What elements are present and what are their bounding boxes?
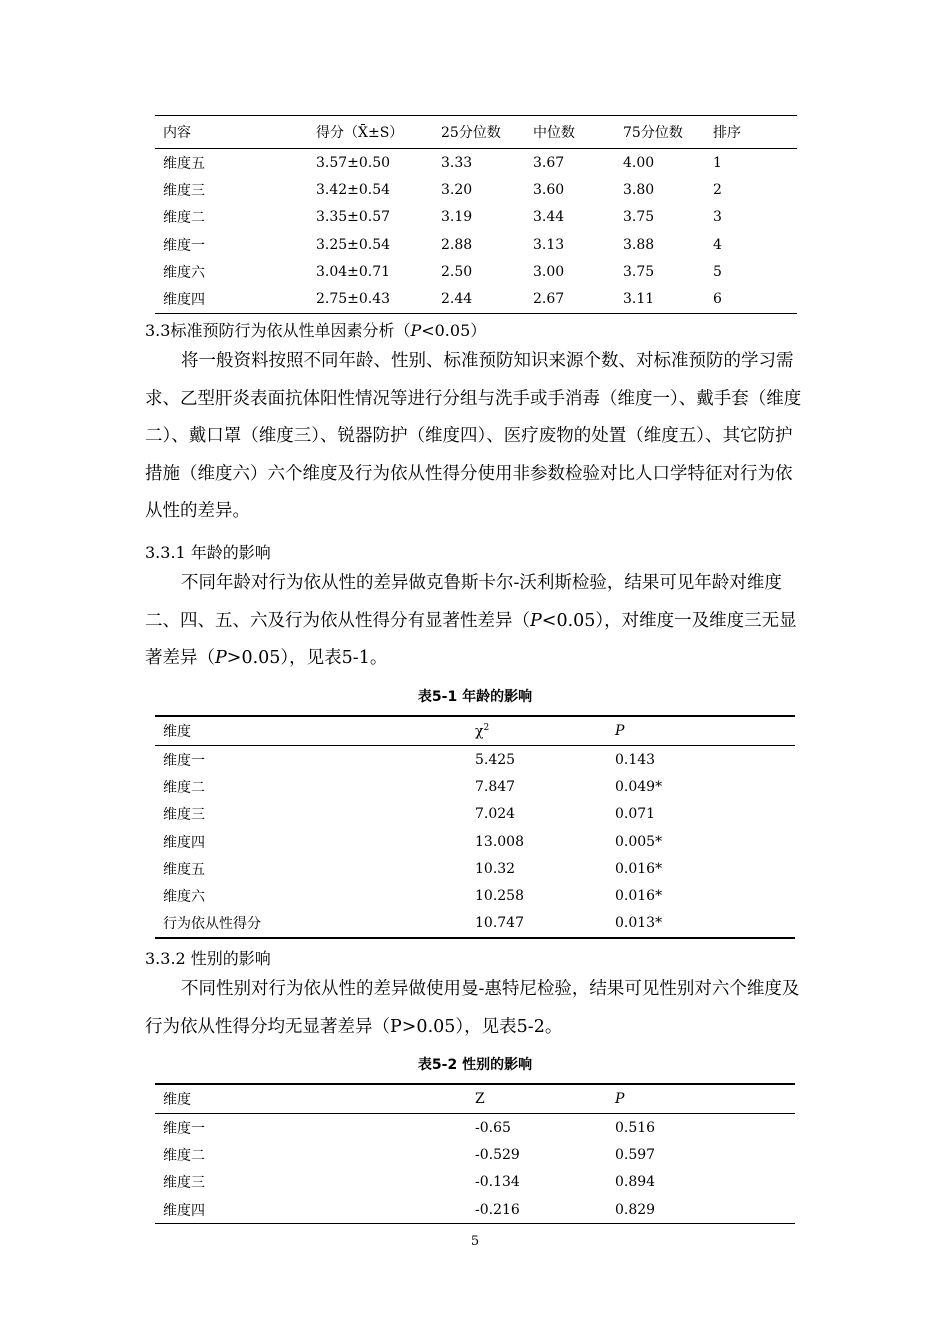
table-cell: -0.529 xyxy=(475,1146,520,1163)
table-row xyxy=(155,746,795,774)
table-cell: 维度四 xyxy=(163,1202,205,1219)
table-cell: 4.00 xyxy=(623,154,655,171)
header-content: 内容 xyxy=(155,116,308,149)
table-cell: 维度一 xyxy=(163,752,205,769)
header-p: P xyxy=(607,716,795,746)
table-cell: 0.143 xyxy=(615,751,656,768)
table-row xyxy=(155,1141,795,1168)
header-p25: 25分位数 xyxy=(433,116,525,149)
table-cell: 0.049* xyxy=(615,778,663,795)
header-dimension: 维度 xyxy=(155,716,467,746)
table-cell: 3.57±0.50 xyxy=(316,154,391,171)
table-cell: 10.32 xyxy=(475,860,516,877)
table-cell: 5.425 xyxy=(475,751,516,768)
table-cell: 维度二 xyxy=(163,779,205,796)
table-cell: 0.071 xyxy=(615,806,656,823)
table-cell: 2.75±0.43 xyxy=(316,291,391,308)
table-cell: 3.75 xyxy=(623,209,655,226)
dimension-score-table xyxy=(155,115,797,314)
table-cell: 0.005* xyxy=(615,833,663,850)
table-header-row xyxy=(155,1084,795,1114)
table-cell: 0.894 xyxy=(615,1174,656,1191)
table-row xyxy=(155,828,795,855)
table-cell: 1 xyxy=(713,154,722,171)
p-symbol: P xyxy=(530,610,542,631)
table-cell: 6 xyxy=(713,291,722,308)
table-cell: 4 xyxy=(713,236,722,253)
paragraph-text: <0.05），对维度一及维度三无显著差异（ xyxy=(145,610,797,668)
header-z: Z xyxy=(467,1084,607,1114)
table-row xyxy=(155,1114,795,1142)
table-cell: 13.008 xyxy=(475,833,524,850)
header-dimension: 维度 xyxy=(155,1084,467,1114)
table-row xyxy=(155,855,795,882)
table-cell: 维度一 xyxy=(163,1120,205,1137)
table-cell: 维度三 xyxy=(163,182,205,199)
table-cell: 3.42±0.54 xyxy=(316,181,391,198)
table-cell: 2.50 xyxy=(441,263,473,280)
header-score: 得分（X̄±S） xyxy=(308,116,433,149)
heading-text: <0.05） xyxy=(421,321,487,340)
section-3-3-paragraph xyxy=(145,343,805,531)
table-cell: 3.44 xyxy=(533,209,565,226)
table-cell: 3.20 xyxy=(441,181,473,198)
table-row xyxy=(155,176,797,203)
table-cell: 3.60 xyxy=(533,181,565,198)
table-cell: 2.44 xyxy=(441,291,473,308)
table-cell: -0.65 xyxy=(475,1119,511,1136)
section-3-3-2-paragraph xyxy=(145,971,805,1046)
header-p75: 75分位数 xyxy=(615,116,705,149)
table-row xyxy=(155,1169,795,1196)
table-row xyxy=(155,910,795,938)
table-cell: 维度六 xyxy=(163,889,205,906)
section-heading-3-3-1: 3.3.1 年龄的影响 xyxy=(145,543,271,562)
gender-influence-table xyxy=(155,1083,795,1224)
table-cell: 3.13 xyxy=(533,236,565,253)
header-rank: 排序 xyxy=(705,116,797,149)
table-cell: 2.67 xyxy=(533,291,565,308)
table-cell: 3.80 xyxy=(623,181,655,198)
age-influence-table xyxy=(155,715,795,939)
table-cell: 维度六 xyxy=(163,264,205,281)
paragraph-text: 将一般资料按照不同年龄、性别、标准预防知识来源个数、对标准预防的学习需求、乙型肝炎表面抗体阳性情况等进行分组与洗手或手消毒（维度一）、戴手套（维度二）、戴口罩（维度三）、锐器防护（维度四）、医疗废物的处置（维度五）、其它防护措施（维度六）六个维度及行为依从性得分使用非参数检验对比人口学特征对行为依从性的差异。 xyxy=(145,351,802,521)
table-row xyxy=(155,231,797,258)
table-cell: 维度三 xyxy=(163,1175,205,1192)
table-row xyxy=(155,1196,795,1224)
table-cell: 0.016* xyxy=(615,888,663,905)
table-cell: 3.67 xyxy=(533,154,565,171)
paragraph-text: >0.05），见表5-1。 xyxy=(226,648,388,668)
table-cell: 3.75 xyxy=(623,263,655,280)
table-row xyxy=(155,882,795,909)
table-row xyxy=(155,801,795,828)
table-row xyxy=(155,773,795,800)
table-cell: 维度四 xyxy=(163,292,205,309)
paragraph-text: 不同性别对行为依从性的差异做使用曼-惠特尼检验，结果可见性别对六个维度及行为依从性得分均无显著差异（P>0.05），见表5-2。 xyxy=(145,979,800,1037)
table-cell: 0.013* xyxy=(615,915,663,932)
table-header-row xyxy=(155,116,797,149)
table-cell: 行为依从性得分 xyxy=(163,916,261,933)
table-cell: 0.016* xyxy=(615,860,663,877)
section-heading-3-3 xyxy=(145,318,486,341)
table-cell: 3.35±0.57 xyxy=(316,209,391,226)
table-row xyxy=(155,285,797,313)
table-row xyxy=(155,149,797,177)
table-cell: 2.88 xyxy=(441,236,473,253)
table-cell: 10.747 xyxy=(475,915,524,932)
header-median: 中位数 xyxy=(525,116,615,149)
section-3-3-1-paragraph xyxy=(145,565,805,678)
table-5-1-caption: 表5-1 年龄的影响 xyxy=(417,689,533,705)
table-cell: 维度二 xyxy=(163,210,205,227)
table-cell: 7.024 xyxy=(475,806,516,823)
table-cell: 3.88 xyxy=(623,236,655,253)
table-cell: 3.25±0.54 xyxy=(316,236,391,253)
header-chi-square: $\chi^2$ xyxy=(467,716,607,746)
table-cell: 0.597 xyxy=(615,1146,656,1163)
table-cell: 维度五 xyxy=(163,861,205,878)
table-cell: 3.19 xyxy=(441,209,473,226)
p-symbol: P xyxy=(215,648,227,668)
table-cell: 维度五 xyxy=(163,155,205,172)
table-row xyxy=(155,204,797,231)
table-cell: 3 xyxy=(713,209,722,226)
heading-text: 3.3标准预防行为依从性单因素分析（ xyxy=(145,321,411,340)
section-heading-3-3-2: 3.3.2 性别的影响 xyxy=(145,949,271,968)
heading-p-symbol: P xyxy=(410,321,422,340)
table-cell: 3.33 xyxy=(441,154,473,171)
table-cell: 7.847 xyxy=(475,778,516,795)
table-cell: 维度一 xyxy=(163,237,205,254)
table-cell: -0.216 xyxy=(475,1201,520,1218)
paragraph-text: 不同年龄对行为依从性的差异做克鲁斯卡尔-沃利斯检验，结果可见年龄对维度二、四、五、六及行为依从性得分有显著性差异（ xyxy=(145,573,782,631)
table-cell: 维度二 xyxy=(163,1147,205,1164)
table-cell: 5 xyxy=(713,263,722,280)
table-cell: 3.00 xyxy=(533,263,565,280)
table-cell: 10.258 xyxy=(475,888,524,905)
table-5-2-caption: 表5-2 性别的影响 xyxy=(417,1057,533,1073)
table-cell: 维度三 xyxy=(163,807,205,824)
table-cell: -0.134 xyxy=(475,1174,520,1191)
table-row xyxy=(155,258,797,285)
table-cell: 0.516 xyxy=(615,1119,656,1136)
page-number: 5 xyxy=(470,1234,480,1249)
table-header-row xyxy=(155,716,795,746)
table-cell: 维度四 xyxy=(163,834,205,851)
table-cell: 2 xyxy=(713,181,722,198)
table-cell: 3.04±0.71 xyxy=(316,263,391,280)
header-p: P xyxy=(607,1084,795,1114)
table-cell: 0.829 xyxy=(615,1201,656,1218)
table-cell: 3.11 xyxy=(623,291,655,308)
